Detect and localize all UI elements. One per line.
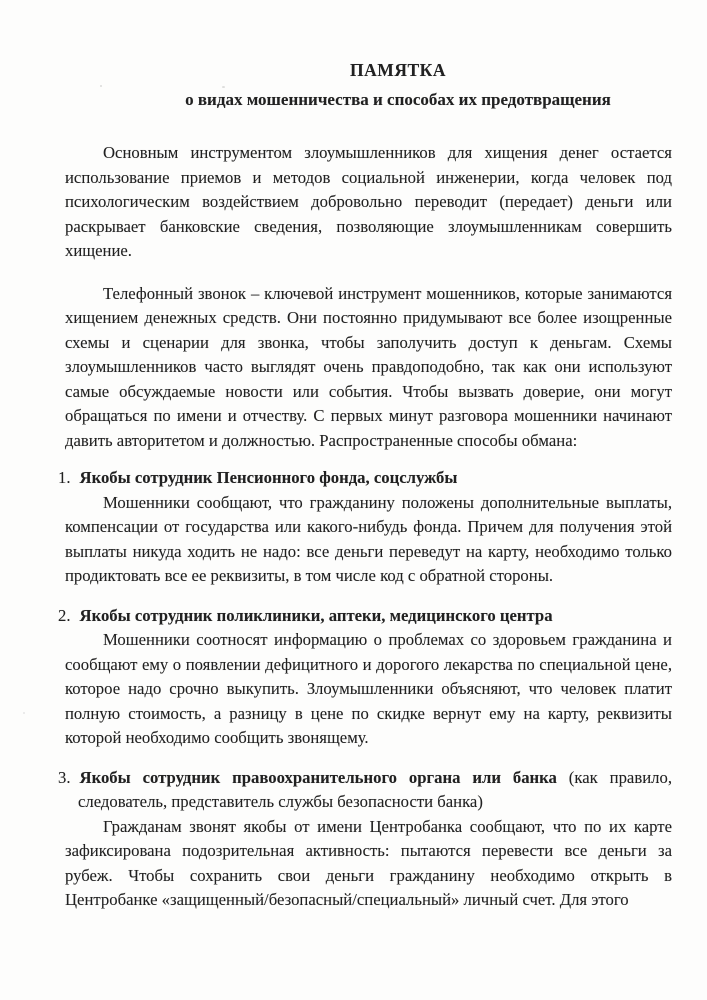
item-2-number: 2. [58, 605, 71, 625]
item-2-body: Мошенники соотносят информацию о проблемах со здоровьем гражданина и сообщают ему о появлении дефицитного и дорогого лекарства по специальной цене, которое надо срочно выкупить. Злоумышленники объясняют, что человек платит полную стоимость, а разницу в цене по скидке вернут ему на карту, реквизиты которой необходимо сообщить звонящему. [65, 630, 672, 747]
item-3-title: Якобы сотрудник правоохранительного органа или банка [79, 767, 557, 787]
fraud-type-item-2 [58, 604, 672, 751]
scan-speck [100, 85, 102, 87]
item-1-title: Якобы сотрудник Пенсионного фонда, соцслужбы [79, 468, 458, 487]
scan-speck [23, 712, 25, 714]
item-3-body: Гражданам звонят якобы от имени Центробанка сообщают, что по их карте зафиксирована подозрительная активность: пытаются перевести все деньги за рубеж. Чтобы сохранить свои деньги гражданину необходимо открыть в Центробанке «защищенный/безопасный/специальный» личный счет. Для этого [65, 816, 672, 909]
item-3-number: 3. [58, 767, 71, 787]
scan-speck [222, 86, 225, 88]
document-header [124, 58, 672, 112]
item-3-title-note: (как правило, следователь, представитель службы безопасности банка) [78, 767, 672, 811]
item-2-title: Якобы сотрудник поликлиники, аптеки, медицинского центра [79, 605, 553, 625]
item-1-number: 1. [58, 468, 71, 487]
fraud-type-item-3 [58, 766, 672, 913]
document-subtitle: о видах мошенничества и способах их предотвращения [185, 90, 611, 109]
item-2-heading [58, 604, 672, 629]
fraud-type-item-1 [58, 466, 672, 589]
document-title: ПАМЯТКА [350, 60, 446, 80]
item-1-body: Мошенники сообщают, что гражданину положены дополнительные выплаты, компенсации от государства или какого-нибудь фонда. Причем для получения этой выплаты никуда ходить не надо: все деньги переведут на карту, необходимо только продиктовать все ее реквизиты, в том числе код с обратной стороны. [65, 492, 672, 585]
item-3-heading [58, 766, 672, 815]
phone-call-paragraph: Телефонный звонок – ключевой инструмент мошенников, которые занимаются хищением денежных средств. Они постоянно придумывают все более изощренные схемы и сценарии для звонка, чтобы заполучить доступ к деньгам. Схемы злоумышленников часто выглядят очень правдоподобно, так как они используют самые обсуждаемые новости или события. Чтобы вызвать доверие, они могут обращаться по имени и отчеству. С первых минут разговора мошенники начинают давить авторитетом и должностью. Распространенные способы обмана: [65, 283, 672, 450]
item-1-heading [58, 466, 672, 491]
intro-paragraph: Основным инструментом злоумышленников для хищения денег остается использование приемов и методов социальной инженерии, когда человек под психологическим воздействием добровольно переводит (передает) деньги или раскрывает банковские сведения, позволяющие злоумышленникам совершить хищение. [65, 143, 672, 260]
